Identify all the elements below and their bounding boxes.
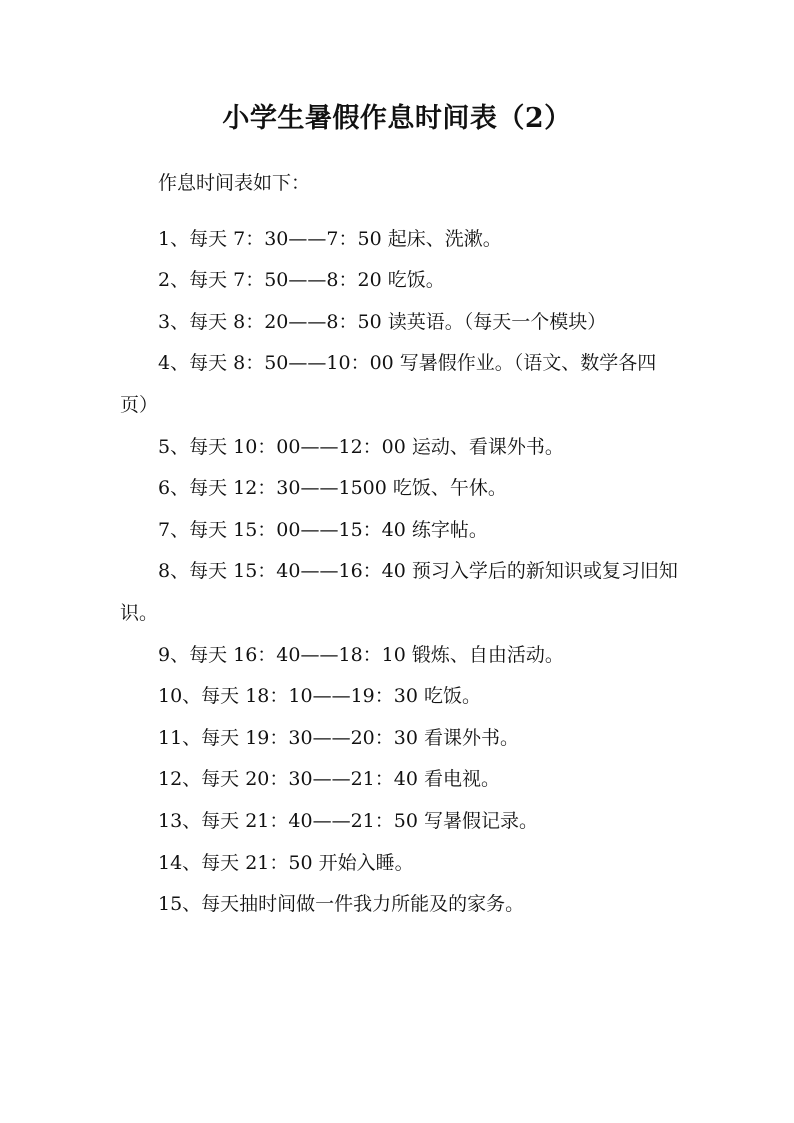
schedule-item: 9、每天 16：40——18：10 锻炼、自由活动。 bbox=[158, 643, 564, 666]
schedule-item: 1、每天 7：30——7：50 起床、洗漱。 bbox=[158, 227, 502, 250]
schedule-item: 4、每天 8：50——10：00 写暑假作业。（语文、数学各四页） bbox=[120, 352, 657, 416]
schedule-item: 5、每天 10：00——12：00 运动、看课外书。 bbox=[158, 435, 564, 458]
schedule-item: 2、每天 7：50——8：20 吃饭。 bbox=[158, 269, 445, 292]
document-body bbox=[120, 163, 680, 926]
schedule-item: 14、每天 21：50 开始入睡。 bbox=[158, 851, 414, 874]
schedule-item: 12、每天 20：30——21：40 看电视。 bbox=[158, 768, 500, 791]
intro-text: 作息时间表如下： bbox=[158, 172, 311, 194]
schedule-item: 11、每天 19：30——20：30 看课外书。 bbox=[158, 726, 519, 749]
schedule-item: 7、每天 15：00——15：40 练字帖。 bbox=[158, 518, 488, 541]
schedule-item: 3、每天 8：20——8：50 读英语。（每天一个模块） bbox=[158, 310, 607, 333]
schedule-item: 6、每天 12：30——1500 吃饭、午休。 bbox=[158, 477, 507, 500]
page-title: 小学生暑假作息时间表（2） bbox=[222, 103, 572, 134]
schedule-item: 10、每天 18：10——19：30 吃饭。 bbox=[158, 685, 481, 708]
schedule-item: 8、每天 15：40——16：40 预习入学后的新知识或复习旧知识。 bbox=[120, 560, 678, 624]
schedule-item: 13、每天 21：40——21：50 写暑假记录。 bbox=[158, 809, 538, 832]
schedule-item: 15、每天抽时间做一件我力所能及的家务。 bbox=[158, 893, 525, 916]
